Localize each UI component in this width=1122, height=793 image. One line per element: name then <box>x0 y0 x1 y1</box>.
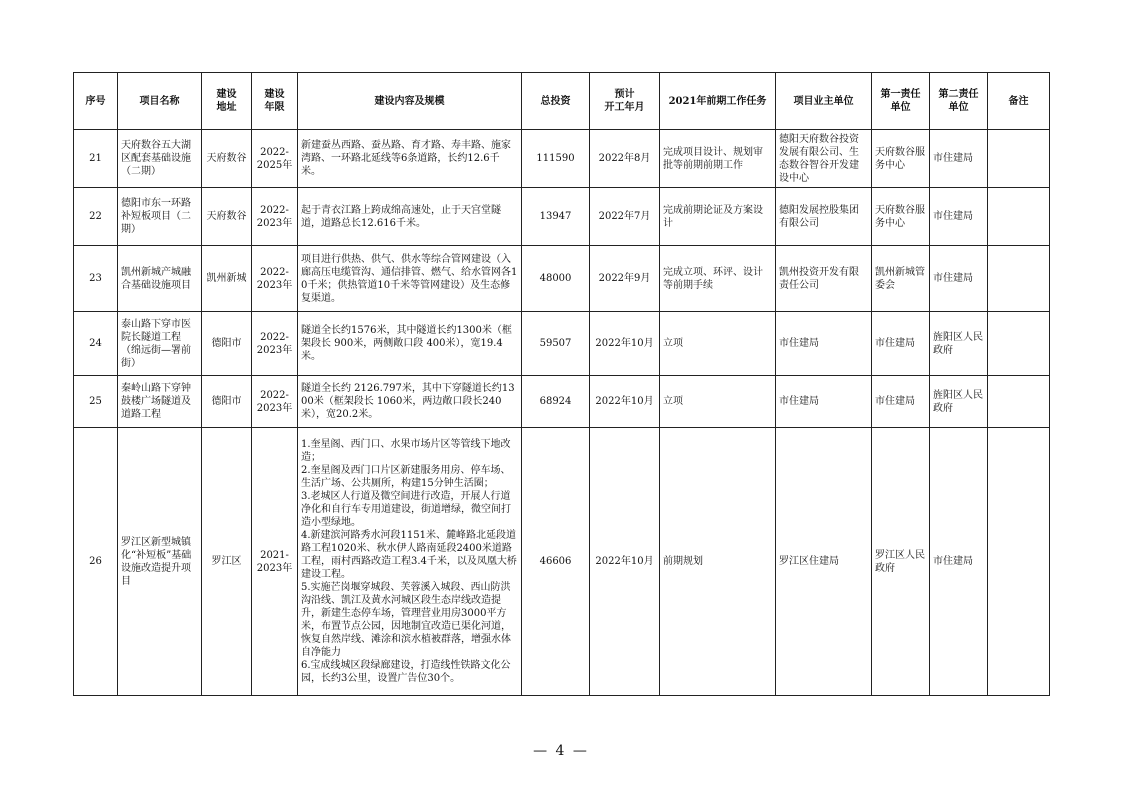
table-body <box>74 130 1050 696</box>
cell-first-responsible: 市住建局 <box>872 376 930 428</box>
cell-owner: 德阳天府数谷投资发展有限公司、生态数谷智谷开发建设中心 <box>776 130 872 188</box>
cell-period-line: 2023年 <box>256 279 293 291</box>
header-content: 建设内容及规模 <box>298 73 522 130</box>
header-location-line: 地址 <box>216 102 237 113</box>
cell-task: 前期规划 <box>660 428 776 696</box>
cell-investment: 48000 <box>522 246 590 312</box>
header-period-line: 年限 <box>264 102 285 113</box>
table-row <box>74 130 1050 188</box>
cell-remark <box>988 428 1050 696</box>
cell-second-responsible: 市住建局 <box>930 130 988 188</box>
cell-period-line: 2022- <box>260 389 289 401</box>
header-name: 项目名称 <box>118 73 202 130</box>
cell-seq: 21 <box>74 130 118 188</box>
cell-period-line: 2022- <box>260 146 289 158</box>
cell-investment: 68924 <box>522 376 590 428</box>
header-first <box>872 73 930 130</box>
cell-location: 德阳市 <box>202 312 252 376</box>
header-second-line: 单位 <box>948 102 969 113</box>
page-number: — 4 — <box>533 743 589 759</box>
table-row <box>74 428 1050 696</box>
header-location-line: 建设 <box>216 89 237 100</box>
cell-task: 立项 <box>660 376 776 428</box>
header-start-line: 预计 <box>614 89 635 100</box>
header-owner: 项目业主单位 <box>776 73 872 130</box>
cell-location: 凯州新城 <box>202 246 252 312</box>
header-start <box>590 73 660 130</box>
cell-period-line: 2023年 <box>256 217 293 229</box>
cell-remark <box>988 130 1050 188</box>
cell-second-responsible: 旌阳区人民政府 <box>930 312 988 376</box>
cell-period-line: 2023年 <box>256 562 293 574</box>
table-row <box>74 312 1050 376</box>
cell-content-line: 2.奎星阁及西门口片区新建服务用房、停车场、生活广场、公共厕所，构建15分钟生活圈； <box>301 465 511 489</box>
cell-project-name: 凯州新城产城融合基础设施项目 <box>118 246 202 312</box>
cell-remark <box>988 246 1050 312</box>
cell-first-responsible: 天府数谷服务中心 <box>872 130 930 188</box>
cell-seq: 22 <box>74 188 118 246</box>
cell-period <box>252 428 298 696</box>
cell-period-line: 2022- <box>260 331 289 343</box>
cell-period-line: 2022- <box>260 204 289 216</box>
header-remark: 备注 <box>988 73 1050 130</box>
project-table <box>73 72 1050 696</box>
cell-project-name: 天府数谷五大湖区配套基础设施（二期） <box>118 130 202 188</box>
cell-task: 完成项目设计、规划审批等前期前期工作 <box>660 130 776 188</box>
cell-task: 完成立项、环评、设计等前期手续 <box>660 246 776 312</box>
cell-seq: 26 <box>74 428 118 696</box>
header-period-line: 建设 <box>264 89 285 100</box>
cell-content-line: 隧道全长约1576米，其中隧道长约1300米（框架段长 900米，两侧敞口段 400米），宽19.4米。 <box>301 325 512 362</box>
header-task: 2021年前期工作任务 <box>660 73 776 130</box>
cell-content <box>298 246 522 312</box>
cell-location: 罗江区 <box>202 428 252 696</box>
cell-content <box>298 188 522 246</box>
cell-content <box>298 130 522 188</box>
cell-period-line: 2021- <box>260 549 289 561</box>
cell-remark <box>988 188 1050 246</box>
cell-first-responsible: 罗江区人民政府 <box>872 428 930 696</box>
cell-period <box>252 188 298 246</box>
cell-remark <box>988 376 1050 428</box>
cell-second-responsible: 旌阳区人民政府 <box>930 376 988 428</box>
cell-investment: 59507 <box>522 312 590 376</box>
cell-period-line: 2022- <box>260 266 289 278</box>
project-table-sheet <box>73 72 1049 696</box>
header-seq: 序号 <box>74 73 118 130</box>
cell-content <box>298 376 522 428</box>
cell-period-line: 2023年 <box>256 344 293 356</box>
cell-content-line: 6.宝成线城区段绿廊建设，打造线性铁路文化公园，长约3公里，设置广告位30个。 <box>301 660 511 684</box>
cell-start-date: 2022年7月 <box>590 188 660 246</box>
cell-second-responsible: 市住建局 <box>930 428 988 696</box>
header-location <box>202 73 252 130</box>
table-row <box>74 188 1050 246</box>
header-start-line: 开工年月 <box>604 102 645 113</box>
cell-start-date: 2022年10月 <box>590 376 660 428</box>
cell-owner: 市住建局 <box>776 376 872 428</box>
cell-project-name: 罗江区新型城镇化“补短板”基础设施改造提升项目 <box>118 428 202 696</box>
cell-period <box>252 246 298 312</box>
cell-project-name: 秦岭山路下穿钟鼓楼广场隧道及道路工程 <box>118 376 202 428</box>
cell-investment: 46606 <box>522 428 590 696</box>
cell-owner: 德阳发展控股集团有限公司 <box>776 188 872 246</box>
cell-task: 立项 <box>660 312 776 376</box>
cell-task: 完成前期论证及方案设计 <box>660 188 776 246</box>
cell-owner: 罗江区住建局 <box>776 428 872 696</box>
cell-period-line: 2023年 <box>256 402 293 414</box>
cell-project-name: 泰山路下穿市医院长隧道工程（绵远街—署前街） <box>118 312 202 376</box>
table-header-row <box>74 73 1050 130</box>
cell-content-line: 起于青衣江路上跨成绵高速处，止于天宫堂隧道，道路总长12.616千米。 <box>301 204 501 229</box>
cell-start-date: 2022年10月 <box>590 428 660 696</box>
cell-location: 天府数谷 <box>202 130 252 188</box>
cell-content <box>298 428 522 696</box>
cell-content-line: 隧道全长约 2126.797米，其中下穿隧道长约1300米（框架段长 1060米，两边敞口段长240米），宽20.2米。 <box>301 383 515 420</box>
cell-period <box>252 312 298 376</box>
cell-period <box>252 376 298 428</box>
header-first-line: 第一责任 <box>880 89 921 100</box>
cell-seq: 25 <box>74 376 118 428</box>
header-first-line: 单位 <box>890 102 911 113</box>
cell-content-line: 3.老城区人行道及微空间进行改造，开展人行道净化和自行车专用道建设，街道增绿，微空间打造小型绿地。 <box>301 491 511 528</box>
cell-owner: 市住建局 <box>776 312 872 376</box>
cell-content-line: 1.奎星阁、西门口、水果市场片区等管线下地改造； <box>301 439 511 463</box>
cell-project-name: 德阳市东一环路补短板项目（二期） <box>118 188 202 246</box>
cell-content <box>298 312 522 376</box>
table-row <box>74 246 1050 312</box>
header-period <box>252 73 298 130</box>
cell-first-responsible: 凯州新城管委会 <box>872 246 930 312</box>
cell-content-line: 5.实施芒岗堰穿城段、芙蓉溪入城段、西山防洪沟沿线、凯江及黄水河城区段生态岸线改造提升，新建生态停车场，管理营业用房3000平方米，布置节点公园，因地制宜改造已渠化河道，恢复自然岸线、滩涂和滨水植被群落，增强水体自净能力 <box>301 582 511 658</box>
cell-period <box>252 130 298 188</box>
table-row <box>74 376 1050 428</box>
cell-content-line: 项目进行供热、供气、供水等综合管网建设（入廊高压电缆管沟、通信排管、燃气、给水管网各10千米；供热管道10千米等管网建设）及生态修复渠道。 <box>301 253 518 304</box>
cell-start-date: 2022年9月 <box>590 246 660 312</box>
cell-start-date: 2022年10月 <box>590 312 660 376</box>
cell-period-line: 2025年 <box>256 159 293 171</box>
cell-start-date: 2022年8月 <box>590 130 660 188</box>
cell-investment: 111590 <box>522 130 590 188</box>
cell-investment: 13947 <box>522 188 590 246</box>
header-investment: 总投资 <box>522 73 590 130</box>
cell-seq: 23 <box>74 246 118 312</box>
cell-owner: 凯州投资开发有限责任公司 <box>776 246 872 312</box>
cell-second-responsible: 市住建局 <box>930 188 988 246</box>
cell-first-responsible: 市住建局 <box>872 312 930 376</box>
cell-content-line: 新建蚕丛西路、蚕丛路、育才路、寿丰路、施家湾路、一环路北延线等6条道路，长约12.6千米。 <box>301 140 511 177</box>
cell-location: 德阳市 <box>202 376 252 428</box>
header-second-line: 第二责任 <box>938 89 979 100</box>
header-second <box>930 73 988 130</box>
cell-remark <box>988 312 1050 376</box>
cell-second-responsible: 市住建局 <box>930 246 988 312</box>
cell-content-line: 4.新建滨河路秀水河段1151米、麓峰路北延段道路工程1020米、秋水伊人路南延段2400米道路工程，雨村西路改造工程3.4千米，以及凤凰大桥建设工程。 <box>301 530 517 580</box>
cell-location: 天府数谷 <box>202 188 252 246</box>
cell-first-responsible: 天府数谷服务中心 <box>872 188 930 246</box>
cell-seq: 24 <box>74 312 118 376</box>
